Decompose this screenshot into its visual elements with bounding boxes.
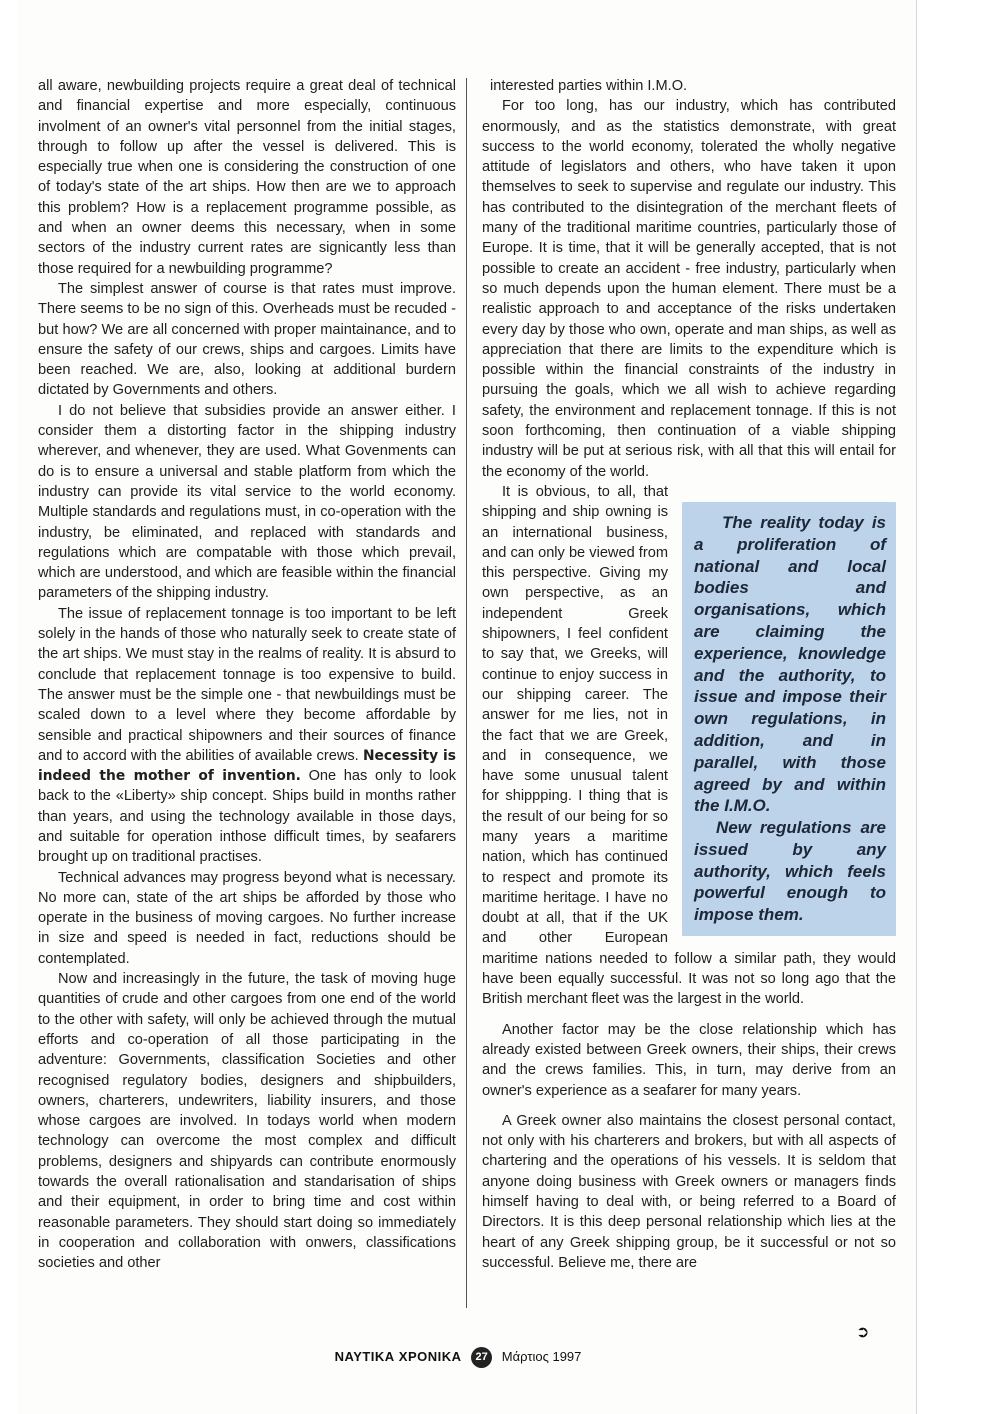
left-paragraph-2: The simplest answer of course is that rates must improve. There seems to be no sign of this. Overheads must be recuded - but how? We are all concerned with proper maintainance, and to ensure the safety of our crews, ships and cargoes. Limits have been reached. We are, also, looking at additional burdern dictated by Governments and others. (38, 280, 456, 399)
left-paragraph-1: all aware, newbuilding projects require a great deal of technical and financial expertise and more especially, continuous involment of an owner's vital personnel from the initial stages, through to follow up after the vessel is delivered. This is especially true when one is considering the construction of one of today's state of the art ships. How then are we to approach this problem? How is a replacement programme possible, as and when an owner deems this necessary, when in some sectors of the industry current rates are signicantly less than those required for a newbuilding programme? (38, 78, 456, 277)
right-paragraph-1: interested parties within I.M.O. (490, 78, 688, 94)
right-paragraph-4: Another factor may be the close relationship which has already existed between Greek owners, their ships, their crews and the crews families. This, in turn, may derive from an owner's experience as a seafarer for many years. (482, 1021, 896, 1099)
left-paragraph-6: Now and increasingly in the future, the task of moving huge quantities of crude and other cargoes from one end of the world to the other with safety, will only be achieved through the mutual efforts and co-operation of all those participating in the adventure: Governments, classification Societies and other recognised regulatory bodies, designers and shipbuilders, owners, charterers, undewriters, liability insurers, and those whose cargoes are involved. In todays world when modern technology can overcome the most complex and difficult problems, designers and shipyards can contribute enormously towards the overall rationalisation and standarisation of ships and their equipment, in order to bring time and cost within reasonable parameters. They should start doing so immediately in cooperation and collaboration with onwers, classifications societies and other (38, 971, 456, 1272)
right-paragraph-3: It is obvious, to all, that shipping and ship owning is an international business, and can only be viewed from this perspective. Giving my own perspective, as an independent Greek shipowners, I feel confident to say that, we Greeks, will continue to enjoy success in our shipping career. The answer for me lies, not in the fact that we are Greek, and in consequence, we have some unusual talent for shippping. I thing that is the result of our being for so many years a maritime nation, which has continued to respect and promote its maritime heritage. I have no doubt at all, that if the UK and other European maritime nations needed to follow a similar path, they would have been equally successful. It was not so long ago that the British merchant fleet was the largest in the world. (482, 483, 896, 1008)
bold-emphasis: Necessity is indeed the mother of invention. (38, 747, 457, 785)
left-paragraph-4-start: The issue of replacement tonnage is too important to be left solely in the hands of those who naturally seek to create state of the art ships. We must stay in the realms of reality. It is absurd to conclude that replacement tonnage is too expensive to build. The answer must be the simple one - that newbuildings must be scaled down to a level where they become affordable by sensible and practical shipowners and their sources of finance and to accord with the abilities of available crews. (38, 605, 456, 764)
page-number: 27 (471, 1347, 492, 1368)
pull-quote-part-1: The reality today is a proliferation of national and local bodies and organisations, which are claiming the experience, knowledge and the authority, to issue and impose their own regulations, in addition, and in parallel, with those agreed by and within the I.M.O. (694, 512, 886, 816)
left-paragraph-4-end: One has only to look back to the «Liberty» ship concept. Ships build in months rather than years, and using the technology available in those days, and suitable for operation inthose difficult times, by seafarers brought up on traditional practises. (38, 768, 456, 866)
issue-date: Μάρτιος 1997 (501, 1348, 582, 1364)
left-paragraph-3: I do not believe that subsidies provide an answer either. I consider them a distorting factor in the shipping industry wherever, and whenever, they are used. What Govenments can do is to ensure a universal and stable platform from which the industry can provide its vital service to the world economy. Multiple standards and regulations must, in co-operation with the industry, be eliminated, and replaced with standards and regulations which are compatable with those which prevail, which are understood, and which are feasible within the financial parameters of the shipping industry. (38, 402, 456, 602)
page-footer (0, 1347, 916, 1368)
continue-arrow-icon: ➲ (856, 1324, 870, 1341)
right-column (482, 76, 896, 1273)
left-paragraph-4 (38, 604, 456, 868)
left-paragraph-5: Technical advances may progress beyond what is necessary. No more can, state of the art ships be afforded by those who operate in the business of moving cargoes. No further increase in size and speed is needed in fact, reductions should be contemplated. (38, 869, 456, 967)
right-paragraph-5: A Greek owner also maintains the closest personal contact, not only with his charterers and brokers, but with all aspects of chartering and the operations of his vessels. It is seldom that anyone doing business with Greek owners or managers finds himself having to deal with, or being referred to a Board of Directors. It is this deep personal relationship which lies at the heart of any Greek shipping group, be it successful or not so successful. Believe me, there are (482, 1112, 896, 1271)
pull-quote (682, 502, 896, 936)
right-paragraph-2: For too long, has our industry, which has contributed enormously, and as the statistics demonstrate, with great success to the world economy, tolerated the wholly negative attitude of legislators and others, who have taken it upon themselves to seek to supervise and regulate our industry. This has contributed to the disintegration of the merchant fleets of many of the traditional maritime countries, particularly those of Europe. It is time, that it will be generally accepted, that is not possible to create an accident - free industry, particularly when so much depends upon the human element. There must be a realistic approach to and acceptance of the risks undertaken every day by those who own, operate and man ships, as well as appreciation that there are limits to the expenditure which is possible within the financial constraints of the industry in pursuing the goals, which we all wish to achieve regarding safety, the environment and replacement tonnage. If this is not soon forthcoming, then continuation of a viable shipping industry will be put at serious risk, with all that this will entail for the economy of the world. (482, 98, 896, 480)
column-divider (466, 78, 467, 1308)
pull-quote-part-2: New regulations are issued by any authority, which feels powerful enough to impose them. (694, 818, 886, 925)
left-column (38, 76, 456, 1274)
magazine-name: ΝΑΥΤΙΚΑ ΧΡΟΝΙΚΑ (334, 1348, 462, 1364)
